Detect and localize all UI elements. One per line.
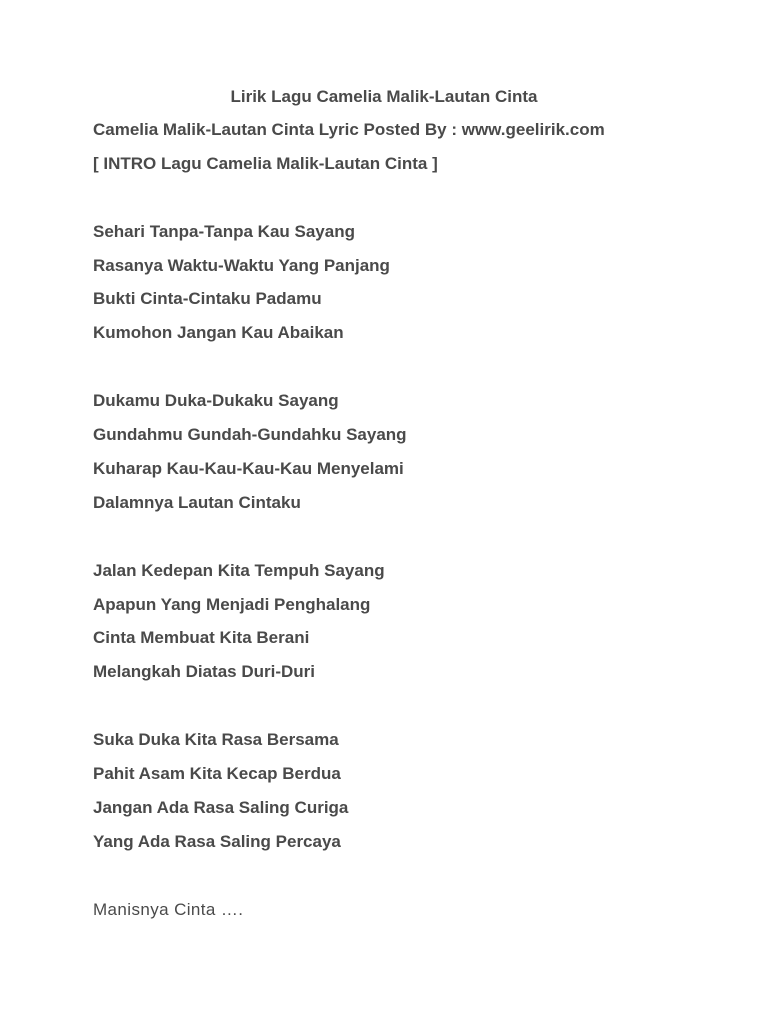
- lyric-line: Sehari Tanpa-Tanpa Kau Sayang: [93, 222, 355, 241]
- closing-line: Manisnya Cinta ….: [93, 900, 244, 919]
- posted-by-line: Camelia Malik-Lautan Cinta Lyric Posted By : www.geelirik.com: [93, 120, 605, 139]
- lyric-line: Yang Ada Rasa Saling Percaya: [93, 832, 341, 851]
- lyric-line: Gundahmu Gundah-Gundahku Sayang: [93, 425, 407, 444]
- lyric-line: Pahit Asam Kita Kecap Berdua: [93, 764, 341, 783]
- lyric-line: Suka Duka Kita Rasa Bersama: [93, 730, 339, 749]
- lyric-line: Bukti Cinta-Cintaku Padamu: [93, 289, 322, 308]
- lyric-line: Dalamnya Lautan Cintaku: [93, 493, 301, 512]
- lyric-line: Jalan Kedepan Kita Tempuh Sayang: [93, 561, 385, 580]
- lyric-line: Dukamu Duka-Dukaku Sayang: [93, 391, 339, 410]
- lyric-line: Jangan Ada Rasa Saling Curiga: [93, 798, 349, 817]
- page-title: Lirik Lagu Camelia Malik-Lautan Cinta: [230, 87, 538, 106]
- lyric-line: Kuharap Kau-Kau-Kau-Kau Menyelami: [93, 459, 404, 478]
- lyric-line: Rasanya Waktu-Waktu Yang Panjang: [93, 256, 390, 275]
- lyric-line: Melangkah Diatas Duri-Duri: [93, 662, 315, 681]
- intro-line: [ INTRO Lagu Camelia Malik-Lautan Cinta ]: [93, 154, 438, 173]
- lyric-line: Cinta Membuat Kita Berani: [93, 628, 310, 647]
- lyric-line: Apapun Yang Menjadi Penghalang: [93, 595, 371, 614]
- lyric-line: Kumohon Jangan Kau Abaikan: [93, 323, 344, 342]
